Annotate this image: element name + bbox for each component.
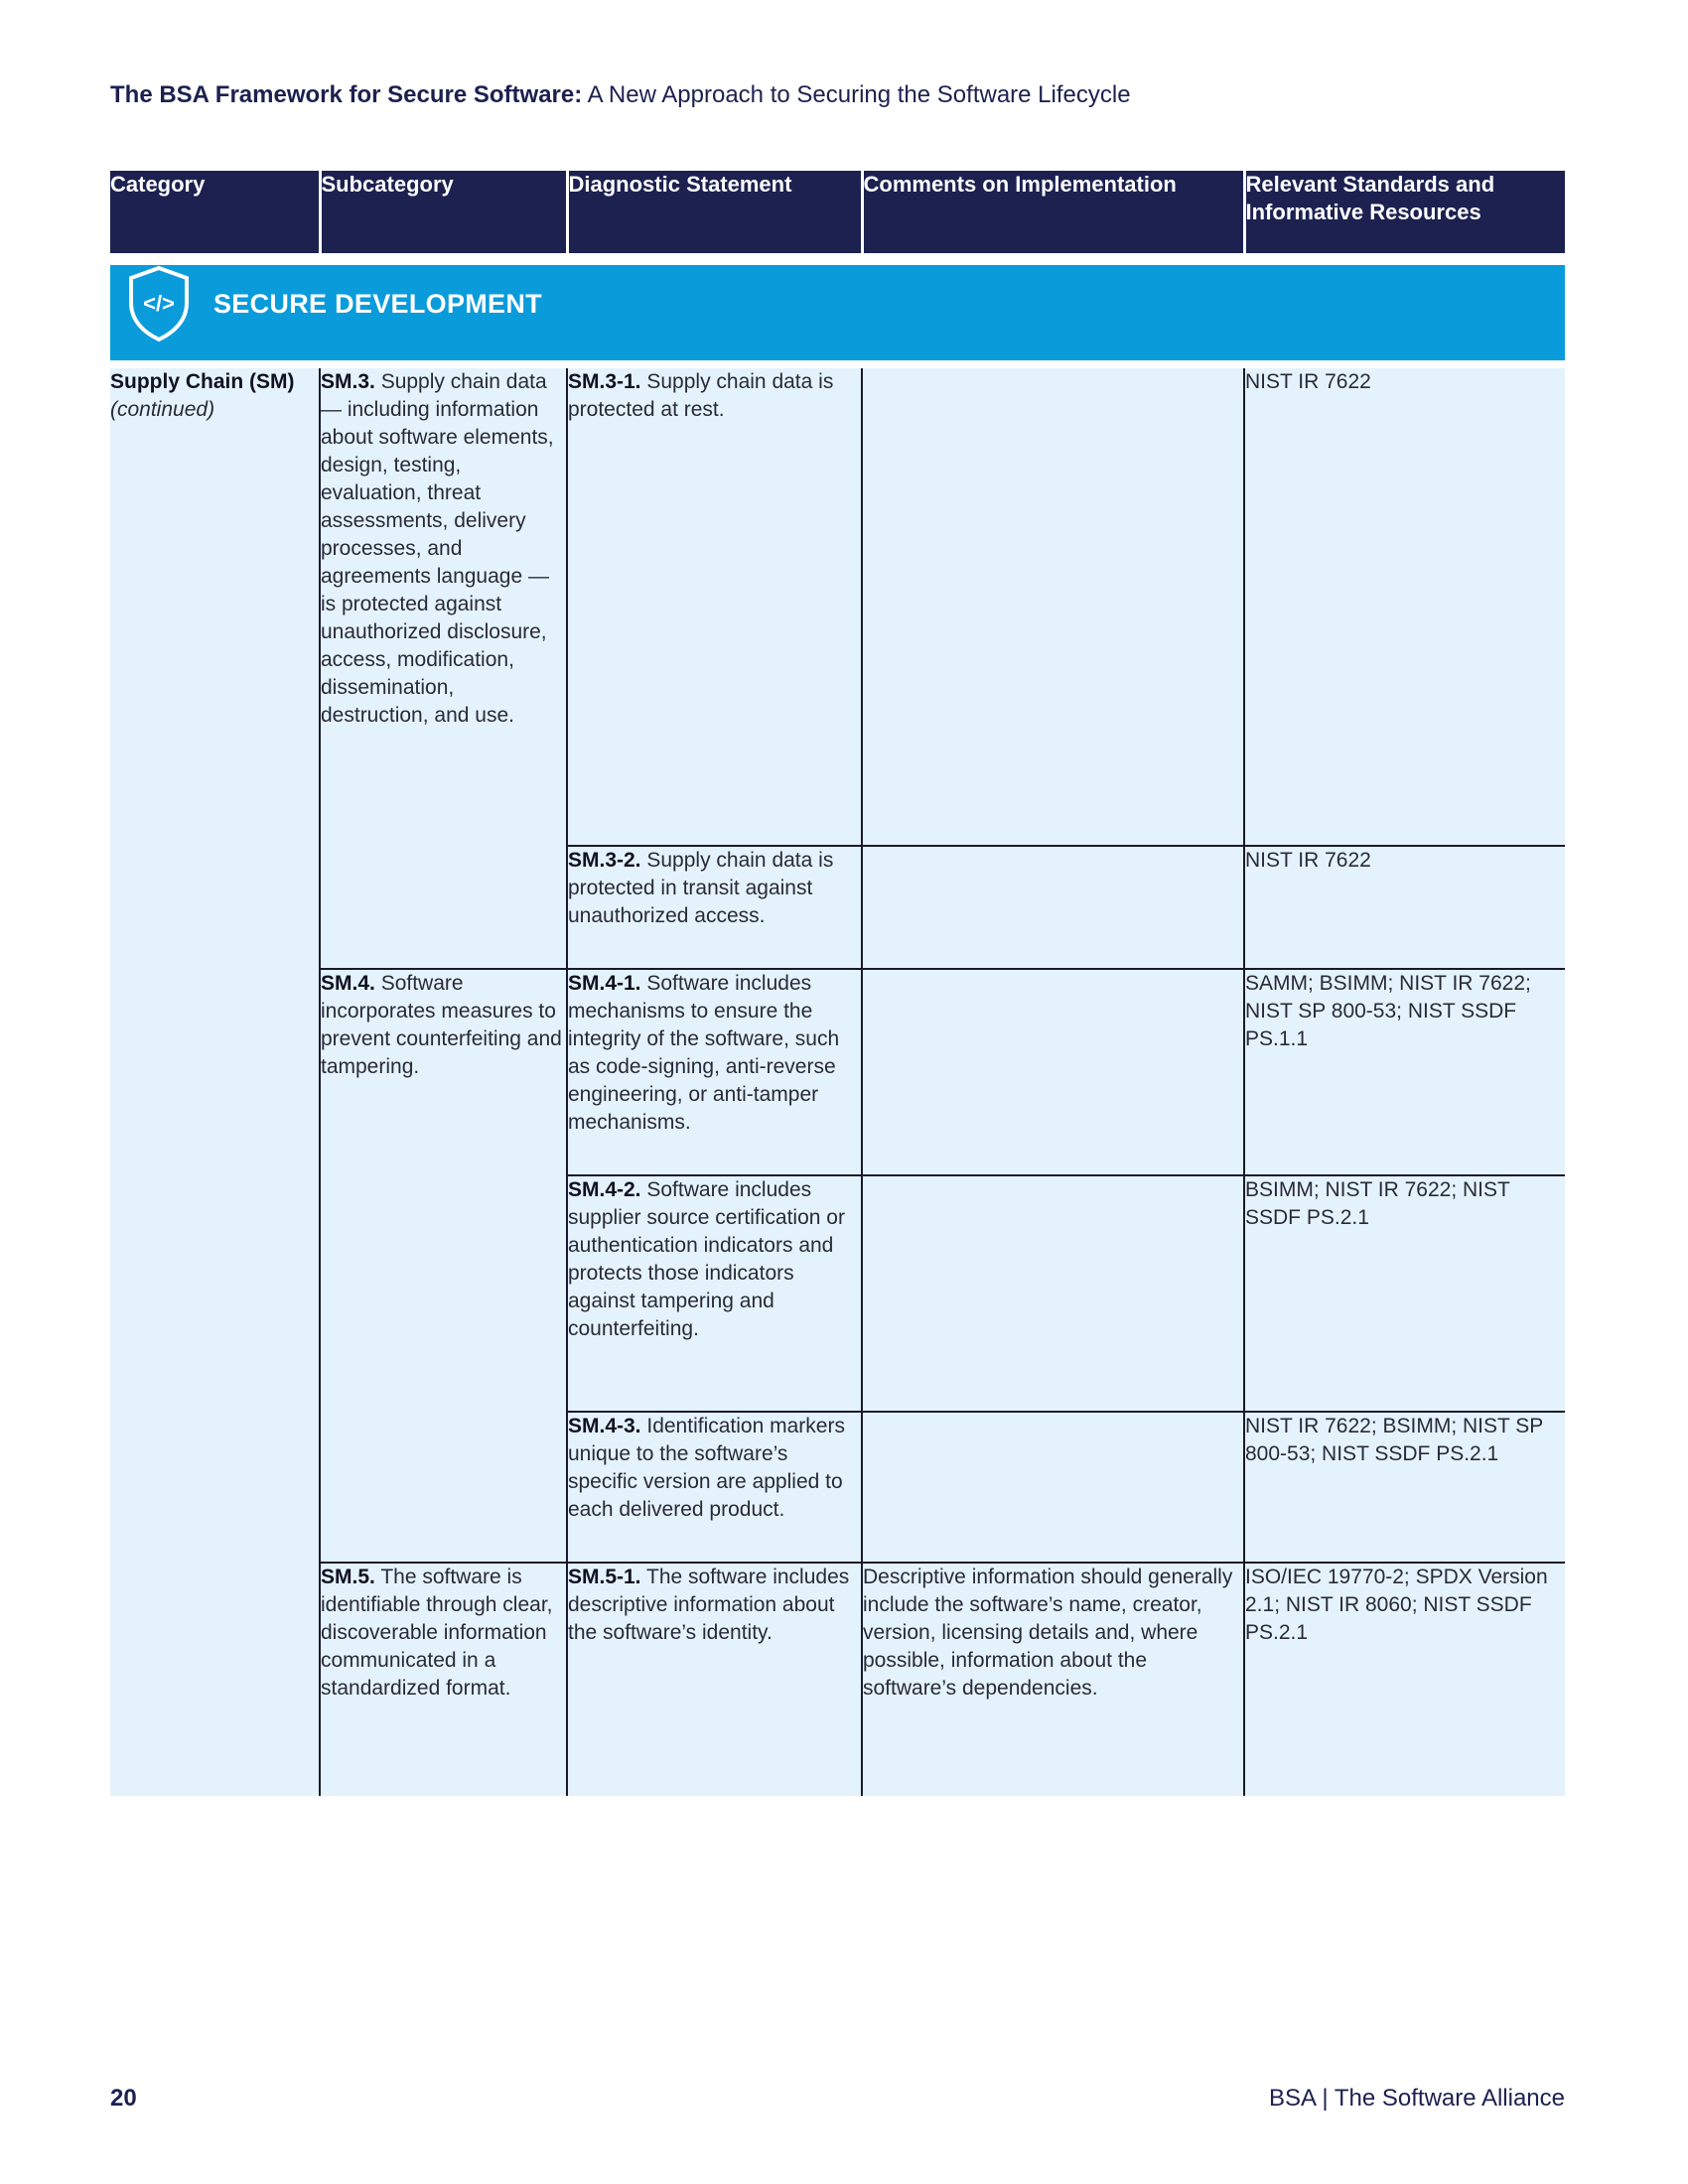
diagnostic-text: Software includes supplier source certification or authentication indicators and protects those indicators against tampering and counterfeiting. [568,1178,845,1340]
subcategory-cell-sm4 [320,969,567,1563]
comment-cell [862,1412,1244,1563]
diagnostic-code: SM.5-1. [568,1566,641,1588]
subcategory-code: SM.5. [321,1566,375,1588]
section-title: SECURE DEVELOPMENT [213,288,542,319]
diagnostic-code: SM.4-3. [568,1415,641,1437]
diagnostic-cell [567,1563,862,1796]
subcategory-text: The software is identifiable through clear, discoverable information communicated in a standardized format. [321,1566,553,1700]
diagnostic-text: The software includes descriptive information about the software’s identity. [568,1566,850,1644]
diagnostic-text: Software includes mechanisms to ensure the integrity of the software, such as code-signing, anti-reverse engineering, or anti-tamper mechanisms. [568,972,840,1134]
diagnostic-text: Identification markers unique to the software’s specific version are applied to each delivered product. [568,1415,845,1521]
header-title-rest: A New Approach to Securing the Software Lifecycle [582,81,1131,108]
table-row [110,1563,1565,1796]
diagnostic-code: SM.4-2. [568,1178,641,1201]
subcategory-text: Supply chain data — including information about software elements, design, testing, evaluation, threat assessments, delivery processes, and agreements language — is protected against unauthorized disclosure, access, modification, dissemination, destruction, and use. [321,370,554,727]
diagnostic-cell [567,1175,862,1412]
subcategory-cell-sm3 [320,368,567,969]
header-title-bold: The BSA Framework for Secure Software: [110,81,583,108]
diagnostic-cell [567,368,862,846]
diagnostic-code: SM.3-1. [568,370,641,393]
standards-cell: NIST IR 7622; BSIMM; NIST SP 800-53; NIST SSDF PS.2.1 [1244,1412,1565,1563]
comment-cell [862,846,1244,969]
page-number: 20 [110,2085,137,2112]
column-header-standards: Relevant Standards and Informative Resources [1244,171,1565,253]
svg-text:</>: </> [143,291,175,316]
diagnostic-text: Supply chain data is protected in transit against unauthorized access. [568,849,834,927]
footer-organization: BSA | The Software Alliance [1269,2085,1565,2112]
standards-cell: SAMM; BSIMM; NIST IR 7622; NIST SP 800-53; NIST SSDF PS.1.1 [1244,969,1565,1175]
column-header-comments: Comments on Implementation [862,171,1244,253]
standards-cell: BSIMM; NIST IR 7622; NIST SSDF PS.2.1 [1244,1175,1565,1412]
standards-cell: NIST IR 7622 [1244,846,1565,969]
category-cell [110,368,320,1796]
standards-cell: ISO/IEC 19770-2; SPDX Version 2.1; NIST IR 8060; NIST SSDF PS.2.1 [1244,1563,1565,1796]
diagnostic-cell [567,846,862,969]
subcategory-code: SM.4. [321,972,375,995]
diagnostic-text: Supply chain data is protected at rest. [568,370,834,421]
diagnostic-cell [567,1412,862,1563]
comment-cell: Descriptive information should generally include the software’s name, creator, version, licensing details and, where possible, information about the software’s dependencies. [862,1563,1244,1796]
subcategory-text: Software incorporates measures to prevent counterfeiting and tampering. [321,972,562,1078]
subcategory-cell-sm5 [320,1563,567,1796]
diagnostic-code: SM.4-1. [568,972,641,995]
column-header-subcategory: Subcategory [320,171,567,253]
comment-cell [862,368,1244,846]
category-note: (continued) [110,398,215,421]
comment-cell [862,969,1244,1175]
framework-table [110,171,1565,1796]
diagnostic-code: SM.3-2. [568,849,641,872]
section-band [110,265,1565,360]
table-row [110,969,1565,1175]
table-header-row [110,171,1565,253]
comment-cell [862,1175,1244,1412]
category-title: Supply Chain (SM) [110,370,295,393]
column-header-category: Category [110,171,320,253]
page-header [110,81,1131,109]
code-shield-icon [127,265,191,342]
subcategory-code: SM.3. [321,370,375,393]
table-row [110,368,1565,846]
standards-cell: NIST IR 7622 [1244,368,1565,846]
diagnostic-cell [567,969,862,1175]
column-header-diagnostic: Diagnostic Statement [567,171,862,253]
